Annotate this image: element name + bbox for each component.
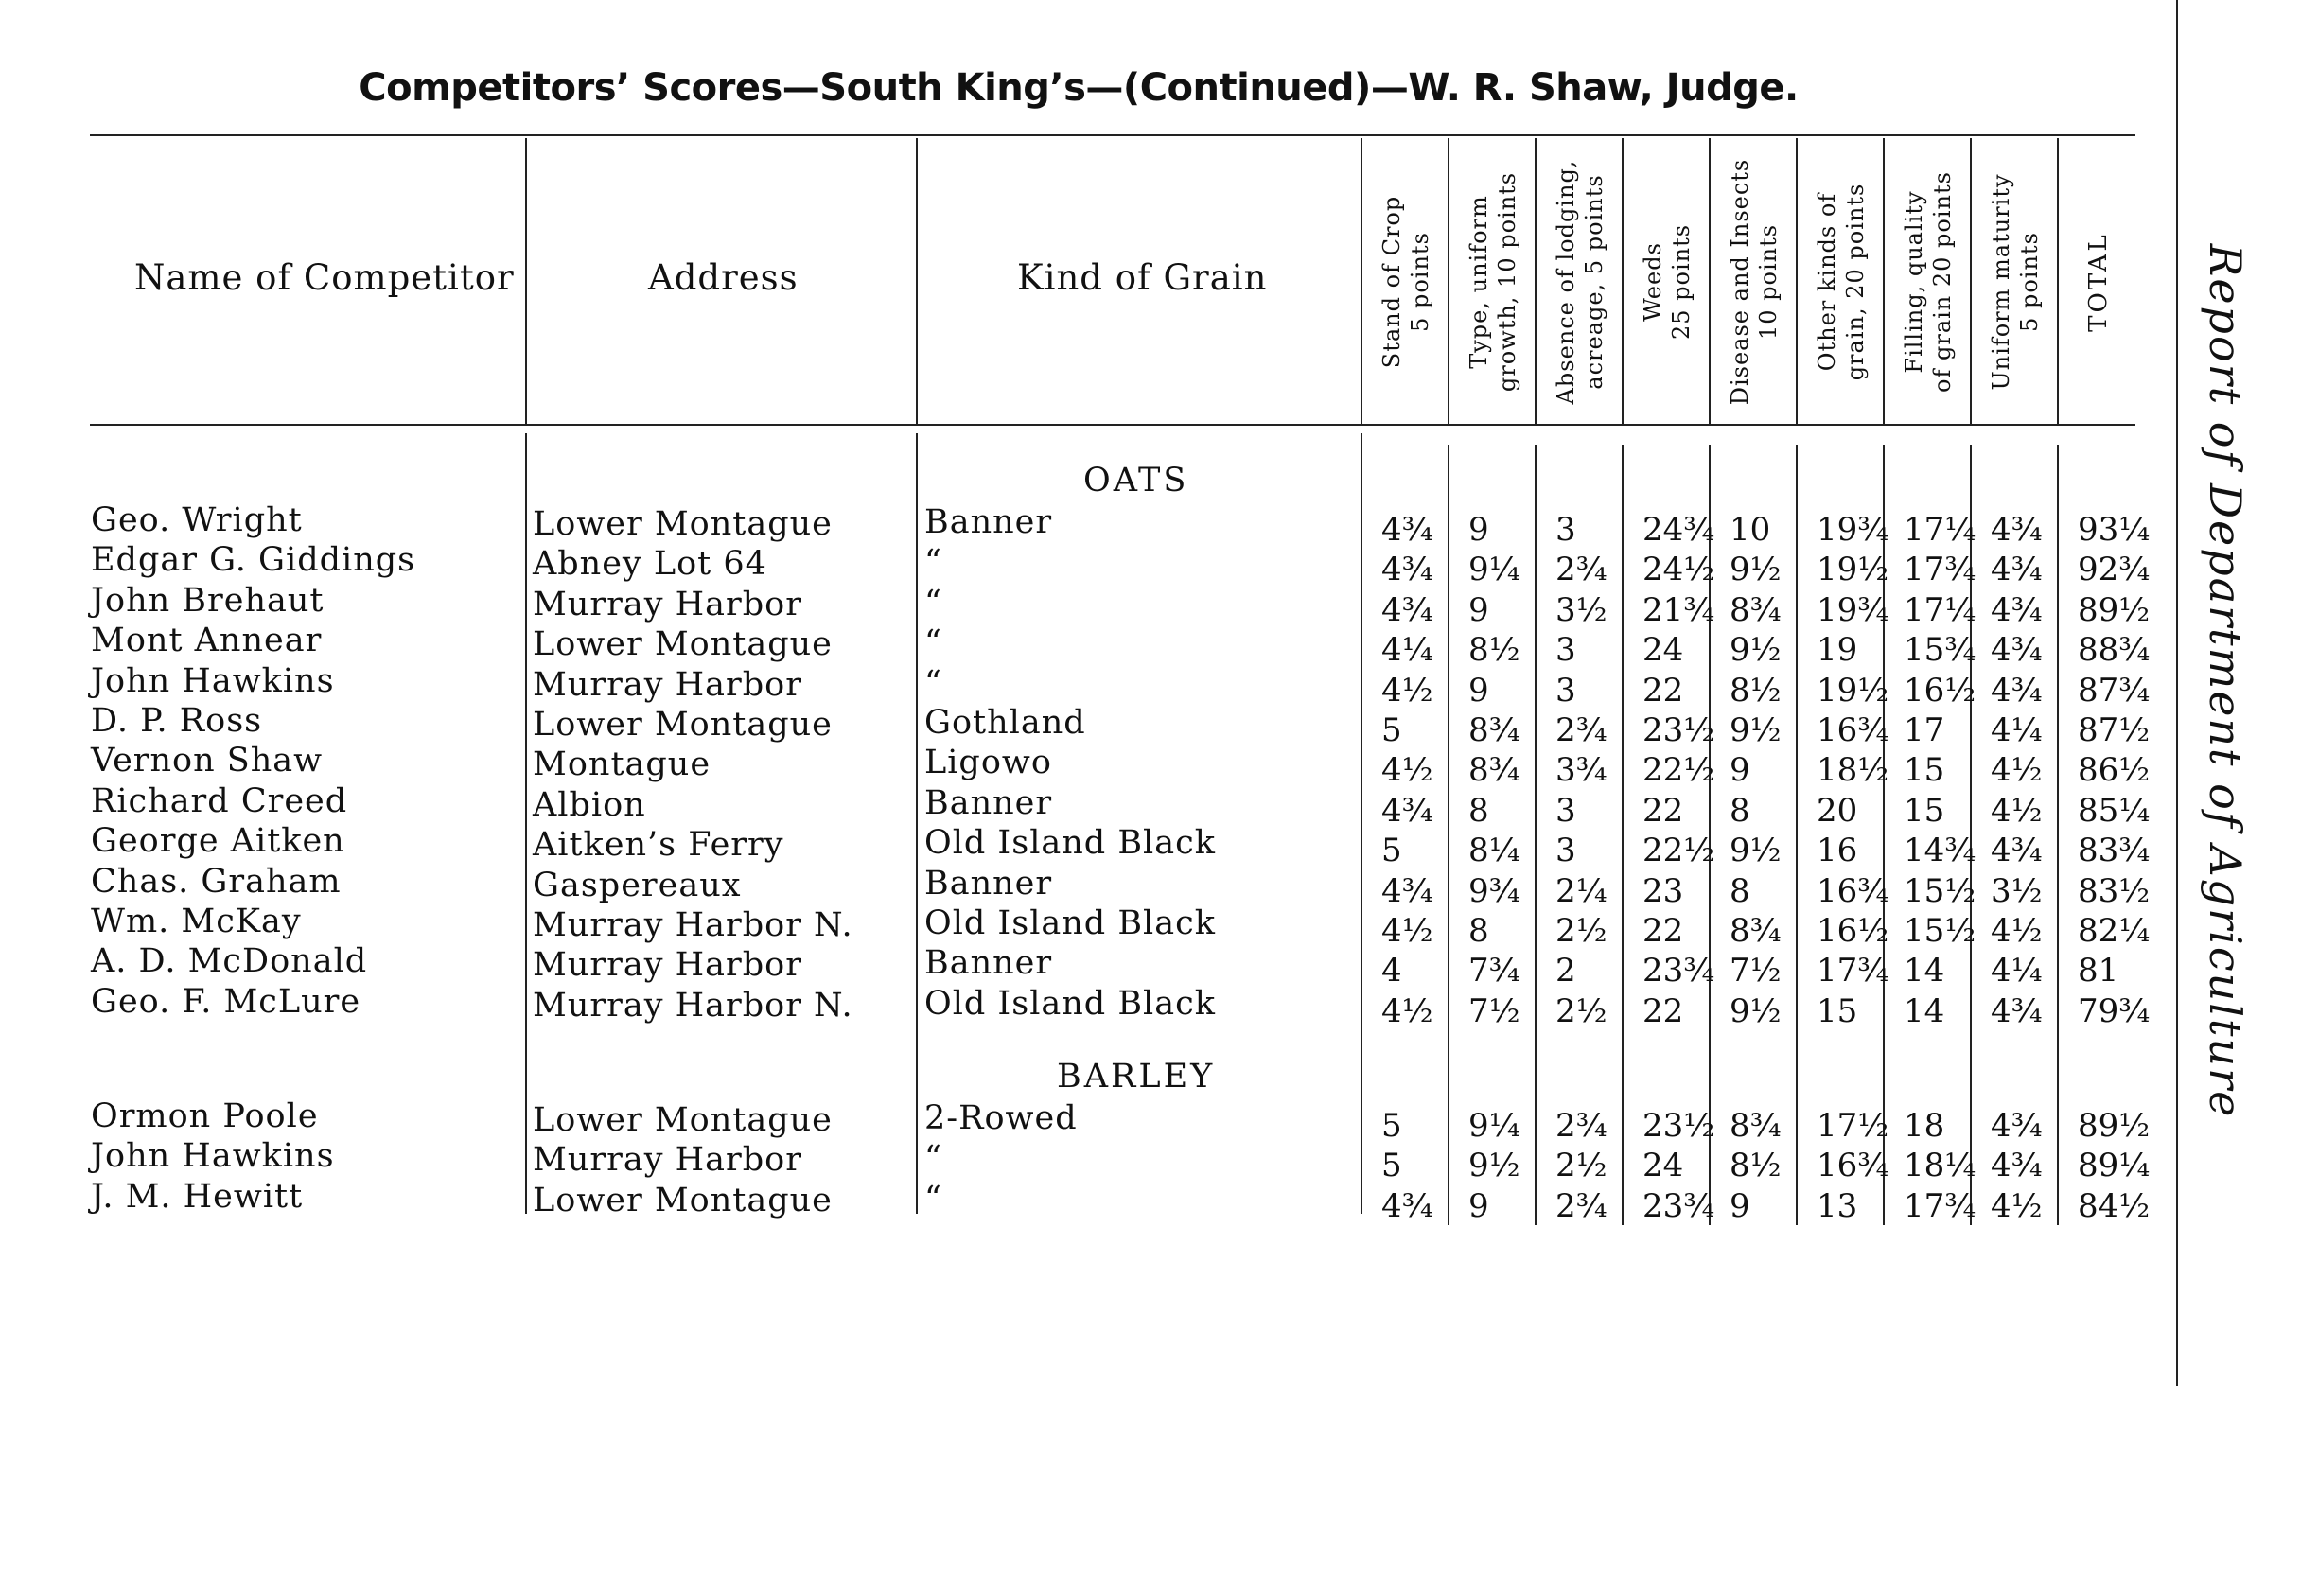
score-cell: 9½ xyxy=(1730,991,1782,1030)
header-column-rule xyxy=(2057,138,2059,424)
score-cell: 2¼ xyxy=(1555,871,1607,910)
score-cell: 23¾ xyxy=(1642,952,1715,991)
score-cell: 22 xyxy=(1642,671,1684,710)
competitor-address: Lower Montague xyxy=(533,1101,833,1139)
score-cell: 4¼ xyxy=(1991,711,2043,749)
score-cell: 10 xyxy=(1730,511,1771,549)
score-cell: 89¼ xyxy=(2078,1147,2151,1185)
score-cell: 4¾ xyxy=(1991,551,2043,589)
score-cell: 81 xyxy=(2078,952,2119,991)
score-cell: 18¼ xyxy=(1904,1147,1976,1185)
score-cell: 8 xyxy=(1468,912,1489,950)
score-cell: 5 xyxy=(1381,1147,1402,1185)
score-cell: 4¾ xyxy=(1991,631,2043,670)
score-cell: 22 xyxy=(1642,791,1684,830)
score-cell: 3 xyxy=(1555,511,1576,549)
competitor-name: Edgar G. Giddings xyxy=(91,541,416,580)
header-column-rule xyxy=(1361,138,1362,424)
header-column-rule xyxy=(525,138,527,424)
score-cell: 17 xyxy=(1904,711,1945,749)
score-cell: 16¾ xyxy=(1817,1147,1889,1185)
competitor-name: John Hawkins xyxy=(91,661,335,700)
score-cell: 4¾ xyxy=(1991,590,2043,629)
score-cell: 3¾ xyxy=(1555,751,1607,790)
score-column-header xyxy=(1813,184,1870,381)
score-cell: 23½ xyxy=(1642,711,1715,749)
header-column-rule xyxy=(1535,138,1537,424)
header-bottom-rule xyxy=(90,424,2135,426)
score-cell: 17½ xyxy=(1817,1107,1889,1145)
score-cell: 19½ xyxy=(1817,671,1889,710)
score-cell: 24 xyxy=(1642,1147,1684,1185)
competitor-address: Abney Lot 64 xyxy=(533,545,767,584)
body-column-rule xyxy=(916,433,918,1214)
competitor-name: Geo. F. McLure xyxy=(91,982,361,1021)
score-cell: 8¼ xyxy=(1468,832,1520,870)
score-cell: 87½ xyxy=(2078,711,2151,749)
score-column-header xyxy=(1465,172,1521,392)
score-cell: 17¾ xyxy=(1904,1186,1976,1225)
score-header-line2: 10 points xyxy=(1755,223,1782,341)
score-header-line1: Filling, quality xyxy=(1901,190,1927,374)
competitor-name: Vernon Shaw xyxy=(91,742,324,780)
score-cell: 4¾ xyxy=(1381,511,1433,549)
score-cell: 13 xyxy=(1817,1186,1858,1225)
score-cell: 19 xyxy=(1817,631,1858,670)
competitor-name: John Brehaut xyxy=(91,581,325,620)
score-cell: 4¾ xyxy=(1381,871,1433,910)
grain-kind: “ xyxy=(924,663,942,702)
score-header-line1: Weeds xyxy=(1640,242,1666,322)
body-column-rule xyxy=(1361,433,1362,1214)
score-column-header xyxy=(1726,159,1783,406)
competitor-address: Montague xyxy=(533,745,711,784)
score-cell: 2¾ xyxy=(1555,711,1607,749)
score-column-header xyxy=(1639,224,1695,340)
score-cell: 9 xyxy=(1730,751,1750,790)
score-header-line1: Type, uniform xyxy=(1466,195,1492,369)
score-cell: 4¾ xyxy=(1381,1186,1433,1225)
header-column-rule xyxy=(1796,138,1798,424)
score-cell: 16½ xyxy=(1817,912,1889,950)
score-cell: 3½ xyxy=(1555,590,1607,629)
score-cell: 17¾ xyxy=(1904,551,1976,589)
score-cell: 9 xyxy=(1468,671,1489,710)
score-cell: 9½ xyxy=(1730,631,1782,670)
score-cell: 2¾ xyxy=(1555,1107,1607,1145)
header-top-rule xyxy=(90,134,2135,136)
competitor-address: Murray Harbor N. xyxy=(533,906,853,944)
score-cell: 15¾ xyxy=(1904,631,1976,670)
score-cell: 3 xyxy=(1555,671,1576,710)
competitor-name: Geo. Wright xyxy=(91,501,303,539)
score-cell: 22 xyxy=(1642,912,1684,950)
score-cell: 17¼ xyxy=(1904,511,1976,549)
score-cell: 16¾ xyxy=(1817,711,1889,749)
score-cell: 8¾ xyxy=(1730,1107,1782,1145)
score-cell: 88¾ xyxy=(2078,631,2151,670)
score-cell: 79¾ xyxy=(2078,991,2151,1030)
competitor-name: D. P. Ross xyxy=(91,702,263,740)
score-header-line2: of grain 20 points xyxy=(1929,171,1956,393)
grain-kind: Old Island Black xyxy=(924,904,1216,942)
score-cell: 15½ xyxy=(1904,871,1976,910)
score-cell: 5 xyxy=(1381,1107,1402,1145)
competitor-address: Murray Harbor N. xyxy=(533,986,853,1025)
grain-kind: 2-Rowed xyxy=(924,1099,1078,1137)
score-cell: 14 xyxy=(1904,952,1945,991)
score-cell: 2½ xyxy=(1555,912,1607,950)
score-cell: 8 xyxy=(1468,791,1489,830)
score-cell: 22½ xyxy=(1642,832,1715,870)
score-column-header xyxy=(1378,196,1434,368)
score-cell: 4¾ xyxy=(1991,511,2043,549)
score-cell: 8¾ xyxy=(1468,711,1520,749)
score-cell: 9 xyxy=(1730,1186,1750,1225)
body-column-rule xyxy=(1535,445,1537,1225)
competitor-name: J. M. Hewitt xyxy=(91,1177,304,1216)
score-cell: 8½ xyxy=(1730,671,1782,710)
body-column-rule xyxy=(1796,445,1798,1225)
score-cell: 4¾ xyxy=(1381,551,1433,589)
score-header-line1: Disease and Insects xyxy=(1727,158,1753,406)
score-cell: 4¾ xyxy=(1991,671,2043,710)
grain-kind: Banner xyxy=(924,503,1053,541)
score-cell: 9½ xyxy=(1730,711,1782,749)
score-cell: 4½ xyxy=(1991,912,2043,950)
score-cell: 4½ xyxy=(1381,751,1433,790)
grain-kind: Old Island Black xyxy=(924,824,1216,863)
score-cell: 16 xyxy=(1817,832,1858,870)
score-cell: 7½ xyxy=(1730,952,1782,991)
score-cell: 8½ xyxy=(1730,1147,1782,1185)
competitor-address: Gaspereaux xyxy=(533,866,742,904)
competitor-address: Murray Harbor xyxy=(533,946,802,985)
score-header-line2: 5 points xyxy=(2016,232,2043,332)
competitor-name: Wm. McKay xyxy=(91,903,302,940)
grain-kind: Ligowo xyxy=(924,744,1052,782)
competitor-address: Albion xyxy=(533,785,646,824)
score-cell: 87¾ xyxy=(2078,671,2151,710)
score-cell: 92¾ xyxy=(2078,551,2151,589)
score-header-line1: Stand of Crop xyxy=(1379,195,1405,369)
score-cell: 5 xyxy=(1381,711,1402,749)
score-cell: 23¾ xyxy=(1642,1186,1715,1225)
header-column-rule xyxy=(1448,138,1449,424)
grain-kind: “ xyxy=(924,1139,942,1178)
competitor-address: Murray Harbor xyxy=(533,1141,802,1180)
competitor-address: Lower Montague xyxy=(533,625,833,664)
score-cell: 2 xyxy=(1555,952,1576,991)
body-column-rule xyxy=(1448,445,1449,1225)
score-cell: 15 xyxy=(1904,791,1945,830)
body-column-rule xyxy=(1622,445,1624,1225)
score-cell: 2½ xyxy=(1555,1147,1607,1185)
score-header-line2: 25 points xyxy=(1668,223,1695,341)
score-cell: 14¾ xyxy=(1904,832,1976,870)
grain-kind: Banner xyxy=(924,864,1053,903)
score-cell: 7¾ xyxy=(1468,952,1520,991)
score-cell: 83½ xyxy=(2078,871,2151,910)
grain-kind: Gothland xyxy=(924,704,1086,742)
score-cell: 3½ xyxy=(1991,871,2043,910)
competitor-address: Aitken’s Ferry xyxy=(533,826,784,865)
score-cell: 8½ xyxy=(1468,631,1520,670)
grain-kind: “ xyxy=(924,543,942,582)
score-cell: 4¾ xyxy=(1381,791,1433,830)
score-cell: 9 xyxy=(1468,511,1489,549)
score-header-line2: growth, 10 points xyxy=(1494,171,1520,393)
col-header-kind: Kind of Grain xyxy=(1017,257,1268,298)
score-cell: 14 xyxy=(1904,991,1945,1030)
grain-kind: Banner xyxy=(924,944,1053,983)
score-cell: 5 xyxy=(1381,832,1402,870)
score-header-line2: acreage, 5 points xyxy=(1581,174,1607,390)
competitor-address: Murray Harbor xyxy=(533,585,802,623)
score-cell: 23½ xyxy=(1642,1107,1715,1145)
score-header-line1: Absence of lodging, xyxy=(1553,159,1579,405)
score-header-line2: 5 points xyxy=(1407,232,1433,332)
score-header-line2: grain, 20 points xyxy=(1842,183,1869,381)
score-cell: 3 xyxy=(1555,791,1576,830)
score-cell: 19¾ xyxy=(1817,511,1889,549)
table-title: Competitors’ Scores—South King’s—(Continued)—W. R. Shaw, Judge. xyxy=(359,66,1799,110)
body-column-rule xyxy=(2057,445,2059,1225)
score-cell: 15 xyxy=(1904,751,1945,790)
grain-kind: “ xyxy=(924,1179,942,1218)
col-header-address: Address xyxy=(648,257,799,298)
body-column-rule xyxy=(525,433,527,1214)
score-cell: 15 xyxy=(1817,991,1858,1030)
grain-kind: Old Island Black xyxy=(924,984,1216,1023)
score-cell: 89½ xyxy=(2078,590,2151,629)
score-cell: 18 xyxy=(1904,1107,1945,1145)
score-cell: 4½ xyxy=(1381,912,1433,950)
header-column-rule xyxy=(1883,138,1885,424)
score-cell: 24¾ xyxy=(1642,511,1715,549)
score-cell: 8¾ xyxy=(1730,590,1782,629)
score-column-header xyxy=(1552,160,1608,405)
competitor-address: Lower Montague xyxy=(533,505,833,543)
score-cell: 89½ xyxy=(2078,1107,2151,1145)
right-margin-rule xyxy=(2176,0,2178,1386)
score-cell: 93¼ xyxy=(2078,511,2151,549)
header-column-rule xyxy=(916,138,918,424)
score-cell: 19½ xyxy=(1817,551,1889,589)
score-header-line1: TOTAL xyxy=(2083,232,2113,332)
competitor-address: Lower Montague xyxy=(533,706,833,744)
score-cell: 17¾ xyxy=(1817,952,1889,991)
competitor-address: Murray Harbor xyxy=(533,665,802,704)
grain-kind: “ xyxy=(924,583,942,622)
score-cell: 18½ xyxy=(1817,751,1889,790)
competitor-name: A. D. McDonald xyxy=(91,942,368,981)
score-cell: 22½ xyxy=(1642,751,1715,790)
competitor-name: George Aitken xyxy=(91,822,345,861)
score-header-line1: Uniform maturity xyxy=(1988,173,2014,391)
competitor-name: Chas. Graham xyxy=(91,862,342,901)
score-cell: 4¼ xyxy=(1991,952,2043,991)
score-cell: 17¼ xyxy=(1904,590,1976,629)
score-column-header xyxy=(1987,173,2044,390)
side-running-title: Report of Department of Agriculture xyxy=(2200,243,2251,1119)
header-column-rule xyxy=(1622,138,1624,424)
col-header-name: Name of Competitor xyxy=(134,257,515,298)
score-cell: 9½ xyxy=(1468,1147,1520,1185)
score-cell: 4½ xyxy=(1991,1186,2043,1225)
score-cell: 4¾ xyxy=(1381,590,1433,629)
score-column-header xyxy=(2084,232,2113,332)
score-cell: 86½ xyxy=(2078,751,2151,790)
score-cell: 8¾ xyxy=(1468,751,1520,790)
competitor-name: Mont Annear xyxy=(91,622,323,660)
score-cell: 23 xyxy=(1642,871,1684,910)
score-header-line1: Other kinds of xyxy=(1814,192,1840,372)
competitor-name: John Hawkins xyxy=(91,1137,335,1176)
score-column-header xyxy=(1900,171,1957,393)
grain-kind: “ xyxy=(924,623,942,662)
score-cell: 4½ xyxy=(1991,791,2043,830)
score-cell: 15½ xyxy=(1904,912,1976,950)
score-cell: 8 xyxy=(1730,791,1750,830)
score-cell: 9¼ xyxy=(1468,551,1520,589)
score-cell: 19¾ xyxy=(1817,590,1889,629)
header-column-rule xyxy=(1970,138,1972,424)
score-cell: 9½ xyxy=(1730,551,1782,589)
score-cell: 4¼ xyxy=(1381,631,1433,670)
score-cell: 20 xyxy=(1817,791,1858,830)
competitor-name: Richard Creed xyxy=(91,781,348,820)
score-cell: 4¾ xyxy=(1991,1147,2043,1185)
score-cell: 22 xyxy=(1642,991,1684,1030)
header-column-rule xyxy=(1709,138,1711,424)
score-cell: 16½ xyxy=(1904,671,1976,710)
score-cell: 85¼ xyxy=(2078,791,2151,830)
score-cell: 8¾ xyxy=(1730,912,1782,950)
score-cell: 4½ xyxy=(1991,751,2043,790)
score-cell: 3 xyxy=(1555,832,1576,870)
score-cell: 2¾ xyxy=(1555,551,1607,589)
score-cell: 24 xyxy=(1642,631,1684,670)
score-cell: 4¾ xyxy=(1991,1107,2043,1145)
score-cell: 4¾ xyxy=(1991,832,2043,870)
score-cell: 82¼ xyxy=(2078,912,2151,950)
score-cell: 9¼ xyxy=(1468,1107,1520,1145)
score-cell: 9 xyxy=(1468,590,1489,629)
score-cell: 4½ xyxy=(1381,671,1433,710)
score-cell: 2¾ xyxy=(1555,1186,1607,1225)
score-cell: 16¾ xyxy=(1817,871,1889,910)
section-label: BARLEY xyxy=(1057,1058,1216,1096)
grain-kind: Banner xyxy=(924,783,1053,822)
score-cell: 4 xyxy=(1381,952,1402,991)
score-cell: 21¾ xyxy=(1642,590,1715,629)
score-cell: 9¾ xyxy=(1468,871,1520,910)
score-cell: 2½ xyxy=(1555,991,1607,1030)
competitor-address: Lower Montague xyxy=(533,1181,833,1219)
score-cell: 83¾ xyxy=(2078,832,2151,870)
score-cell: 24½ xyxy=(1642,551,1715,589)
score-cell: 7½ xyxy=(1468,991,1520,1030)
score-cell: 84½ xyxy=(2078,1186,2151,1225)
section-label: OATS xyxy=(1083,462,1189,500)
competitor-name: Ormon Poole xyxy=(91,1097,319,1135)
score-cell: 4½ xyxy=(1381,991,1433,1030)
score-cell: 3 xyxy=(1555,631,1576,670)
score-cell: 9 xyxy=(1468,1186,1489,1225)
score-cell: 8 xyxy=(1730,871,1750,910)
score-cell: 4¾ xyxy=(1991,991,2043,1030)
score-cell: 9½ xyxy=(1730,832,1782,870)
